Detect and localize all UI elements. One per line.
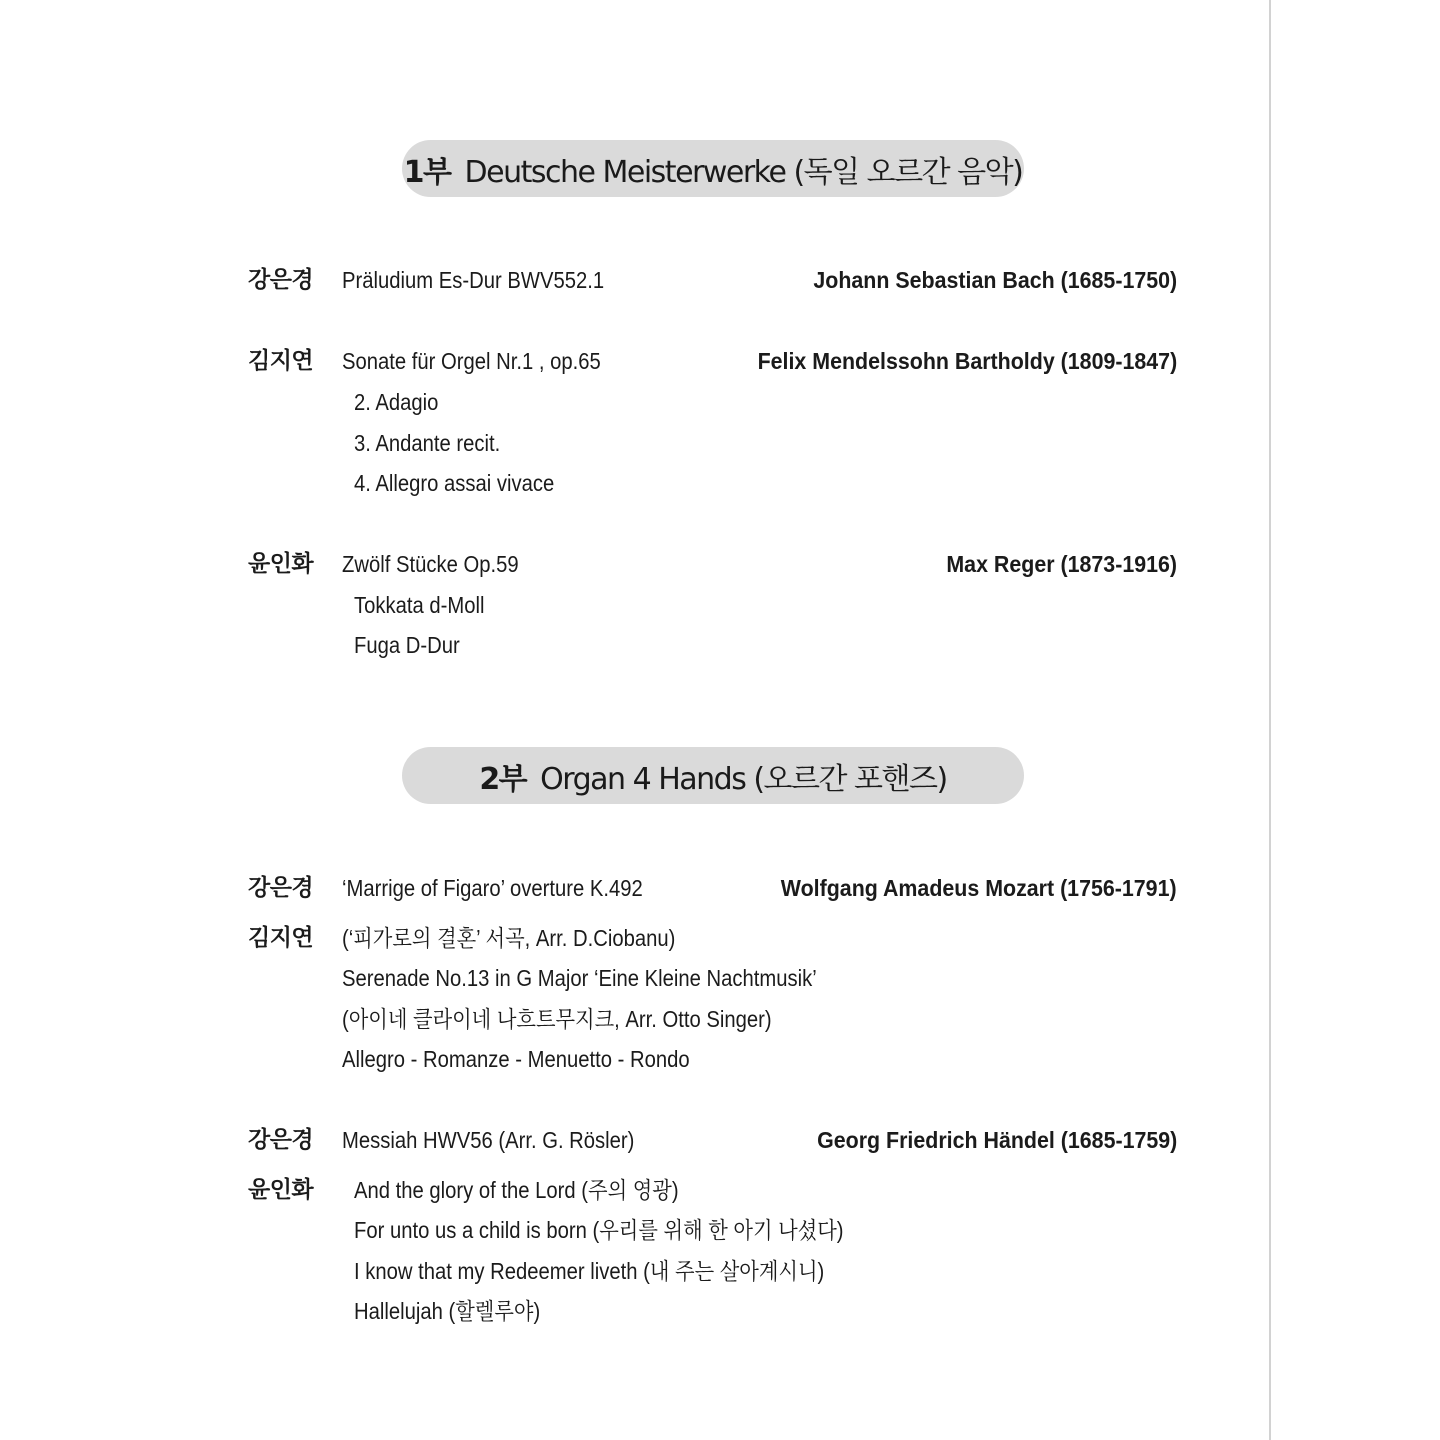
movement-line: And the glory of the Lord (주의 영광) — [354, 1177, 679, 1203]
section-header-1 — [402, 140, 1024, 197]
piece-line: Allegro - Romanze - Menuetto - Rondo — [342, 1046, 690, 1072]
piece-title: Sonate für Orgel Nr.1 , op.65 — [342, 348, 601, 374]
piece-title: Messiah HWV56 (Arr. G. Rösler) — [342, 1127, 635, 1153]
piece-title: Zwölf Stücke Op.59 — [342, 551, 519, 577]
movement-line: 2. Adagio — [354, 389, 439, 415]
performer-name: 김지연 — [248, 348, 314, 374]
movement-line: Hallelujah (할렐루야) — [354, 1298, 541, 1324]
section-header-2 — [402, 747, 1024, 804]
performer-name: 윤인화 — [248, 551, 314, 577]
section-title: Organ 4 Hands (오르간 포핸즈) — [540, 761, 947, 797]
part-number: 1부 — [403, 154, 451, 190]
composer-name: Georg Friedrich Händel (1685-1759) — [816, 1127, 1177, 1153]
performer-name: 김지연 — [248, 925, 314, 951]
piece-line: (아이네 클라이네 나흐트무지크, Arr. Otto Singer) — [342, 1006, 772, 1032]
piece-title: ‘Marrige of Figaro’ overture K.492 — [342, 875, 643, 901]
composer-name: Felix Mendelssohn Bartholdy (1809-1847) — [757, 348, 1177, 374]
composer-name: Johann Sebastian Bach (1685-1750) — [813, 267, 1177, 293]
piece-line: Serenade No.13 in G Major ‘Eine Kleine Nachtmusik’ — [342, 965, 817, 991]
movement-line: 3. Andante recit. — [354, 430, 501, 456]
composer-name: Max Reger (1873-1916) — [946, 551, 1177, 577]
page-divider — [1269, 0, 1271, 1440]
performer-name: 강은경 — [248, 875, 314, 901]
piece-title: Präludium Es-Dur BWV552.1 — [342, 267, 605, 293]
piece-line: (‘피가로의 결혼’ 서곡, Arr. D.Ciobanu) — [342, 925, 676, 951]
movement-line: I know that my Redeemer liveth (내 주는 살아계시니) — [354, 1258, 825, 1284]
composer-name: Wolfgang Amadeus Mozart (1756-1791) — [781, 875, 1177, 901]
movement-line: Tokkata d-Moll — [354, 592, 485, 618]
section-title: Deutsche Meisterwerke (독일 오르간 음악) — [464, 154, 1023, 190]
performer-name: 강은경 — [248, 267, 314, 293]
movement-line: 4. Allegro assai vivace — [354, 470, 555, 496]
part-number: 2부 — [479, 761, 527, 797]
performer-name: 윤인화 — [248, 1177, 314, 1203]
movement-line: Fuga D-Dur — [354, 632, 460, 658]
performer-name: 강은경 — [248, 1127, 314, 1153]
movement-line: For unto us a child is born (우리를 위해 한 아기 나셨다) — [354, 1217, 844, 1243]
